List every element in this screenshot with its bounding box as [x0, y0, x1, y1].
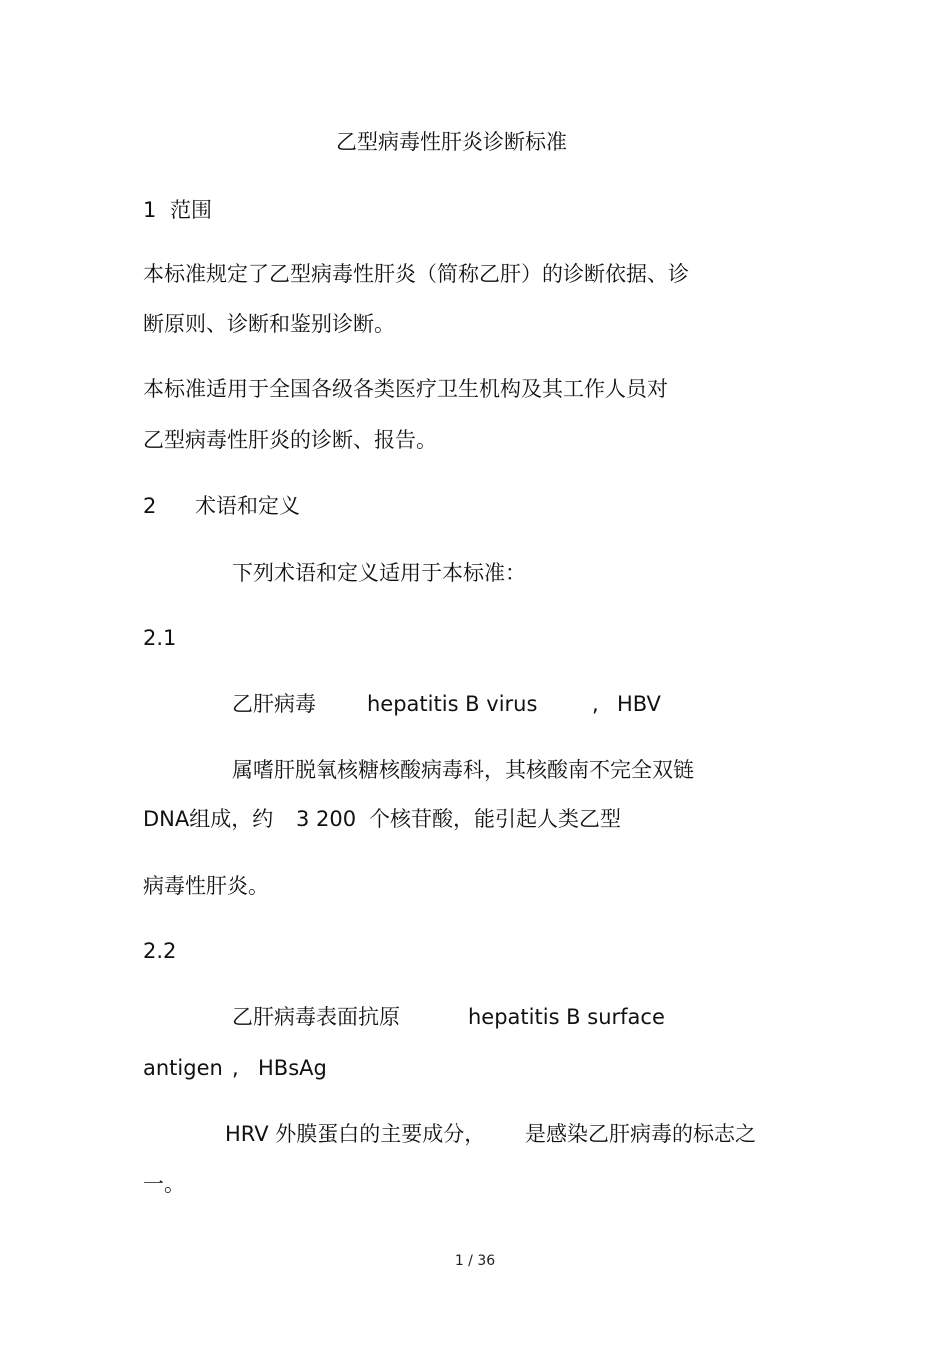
item-2-1-abbr: HBV — [617, 692, 661, 716]
item-2-1-term-en: hepatitis B virus — [367, 692, 538, 716]
page-indicator: 1 / 36 — [454, 1253, 496, 1269]
item-2-2-term-en-continued: antigen — [143, 1056, 223, 1080]
item-2-2-term-en: hepatitis B surface — [468, 1005, 665, 1029]
section-2-heading: 术语和定义 — [195, 494, 300, 518]
section-2-number: 2 — [143, 494, 157, 518]
item-2-1-comma: , — [592, 692, 599, 716]
section-2-intro: 下列术语和定义适用于本标准： — [232, 561, 526, 585]
section-1-number: 1 — [143, 198, 157, 222]
item-2-1-definition-line-2b: 3 200 — [296, 807, 357, 831]
paragraph-1-line-1: 本标准规定了乙型病毒性肝炎（简称乙肝）的诊断依据、诊 — [143, 262, 689, 286]
paragraph-1-line-2: 断原则、诊断和鉴别诊断。 — [143, 312, 395, 336]
item-2-2-comma: , — [232, 1056, 239, 1080]
document-title: 乙型病毒性肝炎诊断标准 — [336, 130, 567, 154]
item-2-1-term-cn: 乙肝病毒 — [232, 692, 316, 716]
item-2-1-definition-line-3: 病毒性肝炎。 — [143, 874, 269, 898]
item-2-1-definition-line-2a: DNA组成，约 — [143, 807, 274, 831]
item-2-2-definition-line-1a: HRV 外膜蛋白的主要成分， — [225, 1122, 486, 1146]
item-2-2-number: 2.2 — [143, 939, 177, 963]
item-2-2-abbr: HBsAg — [258, 1056, 327, 1080]
item-2-2-definition-line-2: 一。 — [143, 1172, 185, 1196]
paragraph-2-line-2: 乙型病毒性肝炎的诊断、报告。 — [143, 428, 437, 452]
item-2-1-definition-line-1: 属嗜肝脱氧核糖核酸病毒科，其核酸南不完全双链 — [232, 758, 694, 782]
item-2-2-definition-line-1b: 是感染乙肝病毒的标志之 — [525, 1122, 756, 1146]
item-2-1-number: 2.1 — [143, 626, 177, 650]
item-2-1-definition-line-2c: 个核苷酸，能引起人类乙型 — [369, 807, 621, 831]
item-2-2-term-cn: 乙肝病毒表面抗原 — [232, 1005, 400, 1029]
paragraph-2-line-1: 本标准适用于全国各级各类医疗卫生机构及其工作人员对 — [143, 377, 668, 401]
section-1-heading: 范围 — [170, 198, 212, 222]
